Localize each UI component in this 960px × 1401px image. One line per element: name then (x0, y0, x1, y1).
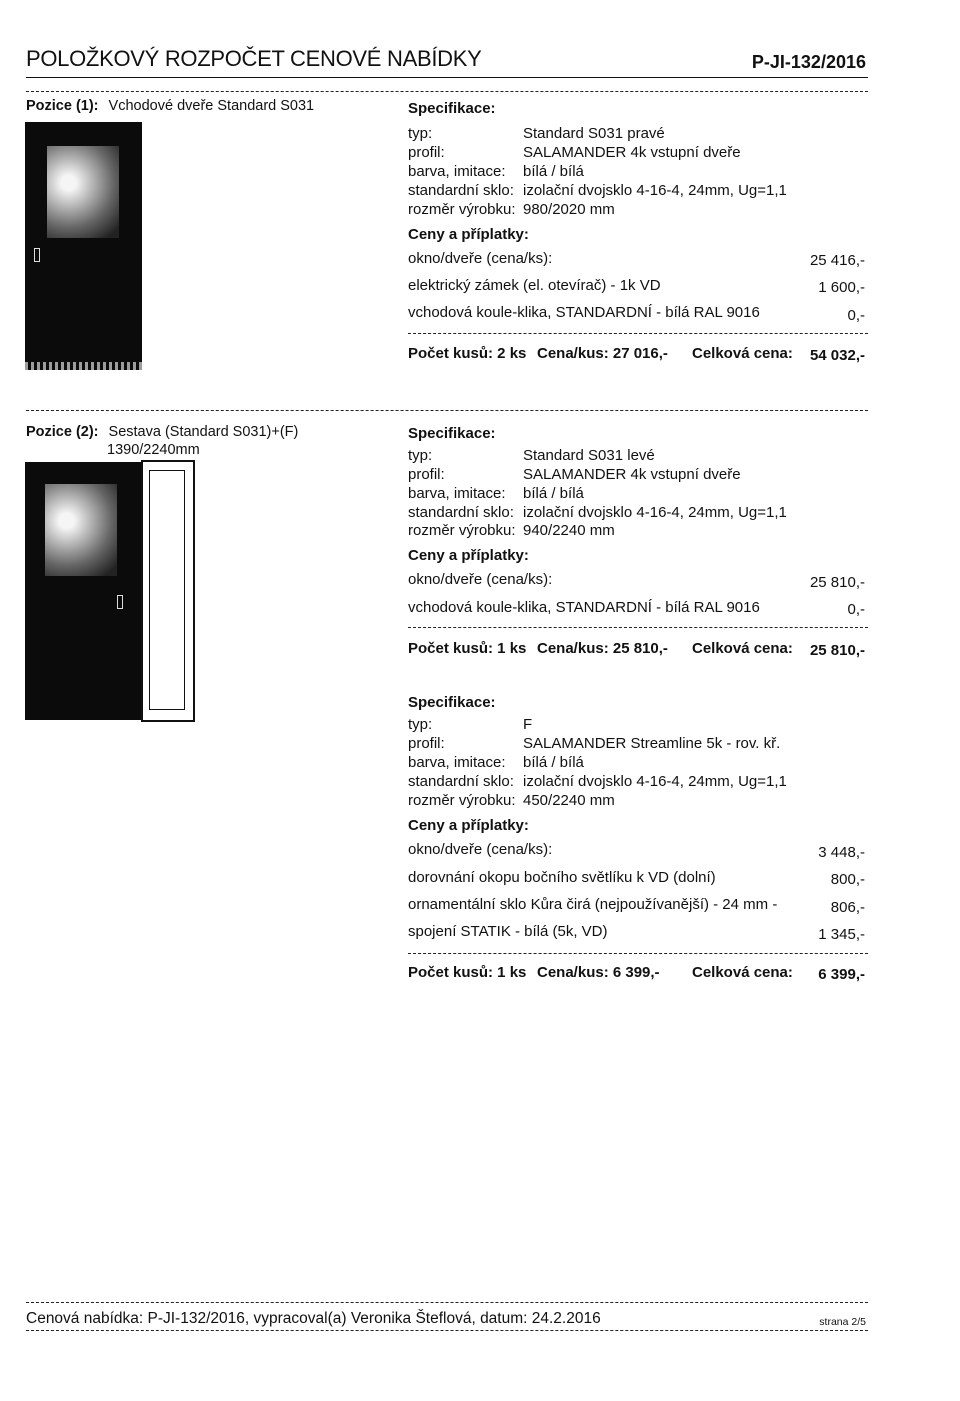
header-divider (26, 91, 868, 92)
total-price-2a: 25 810,- (809, 642, 865, 659)
extra-label-1-2: vchodová koule-klika, STANDARDNÍ - bílá RAL 9016 (408, 304, 760, 321)
position-1-label: Pozice (1): (26, 98, 99, 114)
door-glass-1 (47, 146, 119, 238)
door-image-2 (25, 462, 143, 720)
footer-divider-bottom (26, 1330, 868, 1331)
barva-value-1: bílá / bílá (523, 163, 584, 180)
barva-label-2b: barva, imitace: (408, 754, 506, 771)
extra-price-2b-1: 800,- (830, 871, 865, 888)
sklo-value-2b: izolační dvojsklo 4-16-4, 24mm, Ug=1,1 (523, 773, 787, 790)
page-title: POLOŽKOVÝ ROZPOČET CENOVÉ NABÍDKY (26, 46, 482, 71)
extra-price-2b-3: 1 345,- (818, 926, 865, 943)
sklo-value-1: izolační dvojsklo 4-16-4, 24mm, Ug=1,1 (523, 182, 787, 199)
extra-label-2b-3: spojení STATIK - bílá (5k, VD) (408, 923, 608, 940)
spec-heading-2a: Specifikace: (408, 425, 496, 442)
position-1-name: Vchodové dveře Standard S031 (108, 98, 315, 114)
profil-value-2a: SALAMANDER 4k vstupní dveře (523, 466, 741, 483)
typ-value-2a: Standard S031 levé (523, 447, 655, 464)
position-1-header (26, 98, 314, 114)
extra-price-1-1: 1 600,- (818, 279, 865, 296)
count-1: Počet kusů: 2 ks (408, 345, 527, 362)
rozmer-value-2b: 450/2240 mm (523, 792, 615, 809)
position-2-name: Sestava (Standard S031)+(F) (108, 424, 299, 440)
extra-price-2a-1: 0,- (847, 601, 865, 618)
position-2-header (26, 424, 298, 440)
header-rule (26, 77, 868, 78)
profil-value-1: SALAMANDER 4k vstupní dveře (523, 144, 741, 161)
total-price-1: 54 032,- (809, 347, 865, 364)
summary-divider-2b (408, 953, 868, 954)
profil-label-2a: profil: (408, 466, 445, 483)
extra-label-1-1: elektrický zámek (el. otevírač) - 1k VD (408, 277, 661, 294)
sidelight-image (141, 460, 195, 722)
total-label-1: Celková cena: (692, 345, 793, 362)
door-threshold-1 (25, 362, 142, 370)
footer-divider-top (26, 1302, 868, 1303)
barva-value-2b: bílá / bílá (523, 754, 584, 771)
unit-price-2b: Cena/kus: 6 399,- (537, 964, 660, 981)
typ-label-1: typ: (408, 125, 433, 142)
extra-price-1-2: 0,- (847, 307, 865, 324)
profil-value-2b: SALAMANDER Streamline 5k - rov. kř. (523, 735, 781, 752)
door-image-1 (25, 122, 142, 370)
extra-price-2b-2: 806,- (830, 899, 865, 916)
barva-label-2a: barva, imitace: (408, 485, 506, 502)
rozmer-value-1: 980/2020 mm (523, 201, 615, 218)
barva-value-2a: bílá / bílá (523, 485, 584, 502)
extra-label-2b-1: dorovnání okopu bočního světlíku k VD (dolní) (408, 869, 716, 886)
door-handle-1 (34, 248, 40, 262)
total-label-2a: Celková cena: (692, 640, 793, 657)
typ-label-2b: typ: (408, 716, 433, 733)
okno-label-2a: okno/dveře (cena/ks): (408, 571, 553, 588)
position-2-label: Pozice (2): (26, 424, 99, 440)
okno-price-2a: 25 810,- (809, 574, 865, 591)
rozmer-label-2a: rozměr výrobku: (408, 522, 516, 539)
profil-label-1: profil: (408, 144, 445, 161)
document-id: P-JI-132/2016 (751, 52, 866, 72)
rozmer-value-2a: 940/2240 mm (523, 522, 615, 539)
position-2-size: 1390/2240mm (107, 442, 200, 458)
unit-price-1: Cena/kus: 27 016,- (537, 345, 668, 362)
rozmer-label-2b: rozměr výrobku: (408, 792, 516, 809)
door-handle-2 (117, 595, 123, 609)
prices-heading-1: Ceny a příplatky: (408, 226, 529, 243)
count-2b: Počet kusů: 1 ks (408, 964, 527, 981)
sklo-label-2a: standardní sklo: (408, 504, 514, 521)
profil-label-2b: profil: (408, 735, 445, 752)
extra-label-2b-2: ornamentální sklo Kůra čirá (nejpoužívanější) - 24 mm - (408, 896, 778, 913)
spec-heading-1: Specifikace: (408, 100, 496, 117)
spec-heading-2b: Specifikace: (408, 694, 496, 711)
summary-divider-1 (408, 333, 868, 334)
okno-price-2b: 3 448,- (818, 844, 865, 861)
count-2a: Počet kusů: 1 ks (408, 640, 527, 657)
typ-label-2a: typ: (408, 447, 433, 464)
total-label-2b: Celková cena: (692, 964, 793, 981)
sklo-value-2a: izolační dvojsklo 4-16-4, 24mm, Ug=1,1 (523, 504, 787, 521)
barva-label-1: barva, imitace: (408, 163, 506, 180)
total-price-2b: 6 399,- (818, 966, 865, 983)
okno-price-1: 25 416,- (809, 252, 865, 269)
door-glass-2 (45, 484, 117, 576)
sklo-label-2b: standardní sklo: (408, 773, 514, 790)
footer-text: Cenová nabídka: P-JI-132/2016, vypracoval(a) Veronika Šteflová, datum: 24.2.2016 (26, 1310, 601, 1327)
position-divider (26, 410, 868, 411)
page-number: strana 2/5 (819, 1316, 866, 1328)
prices-heading-2b: Ceny a příplatky: (408, 817, 529, 834)
extra-label-2a-1: vchodová koule-klika, STANDARDNÍ - bílá RAL 9016 (408, 599, 760, 616)
summary-divider-2a (408, 627, 868, 628)
sklo-label-1: standardní sklo: (408, 182, 514, 199)
sidelight-frame (149, 470, 185, 710)
typ-value-1: Standard S031 pravé (523, 125, 665, 142)
okno-label-2b: okno/dveře (cena/ks): (408, 841, 553, 858)
rozmer-label-1: rozměr výrobku: (408, 201, 516, 218)
typ-value-2b: F (523, 716, 533, 733)
unit-price-2a: Cena/kus: 25 810,- (537, 640, 668, 657)
okno-label-1: okno/dveře (cena/ks): (408, 250, 553, 267)
prices-heading-2a: Ceny a příplatky: (408, 547, 529, 564)
